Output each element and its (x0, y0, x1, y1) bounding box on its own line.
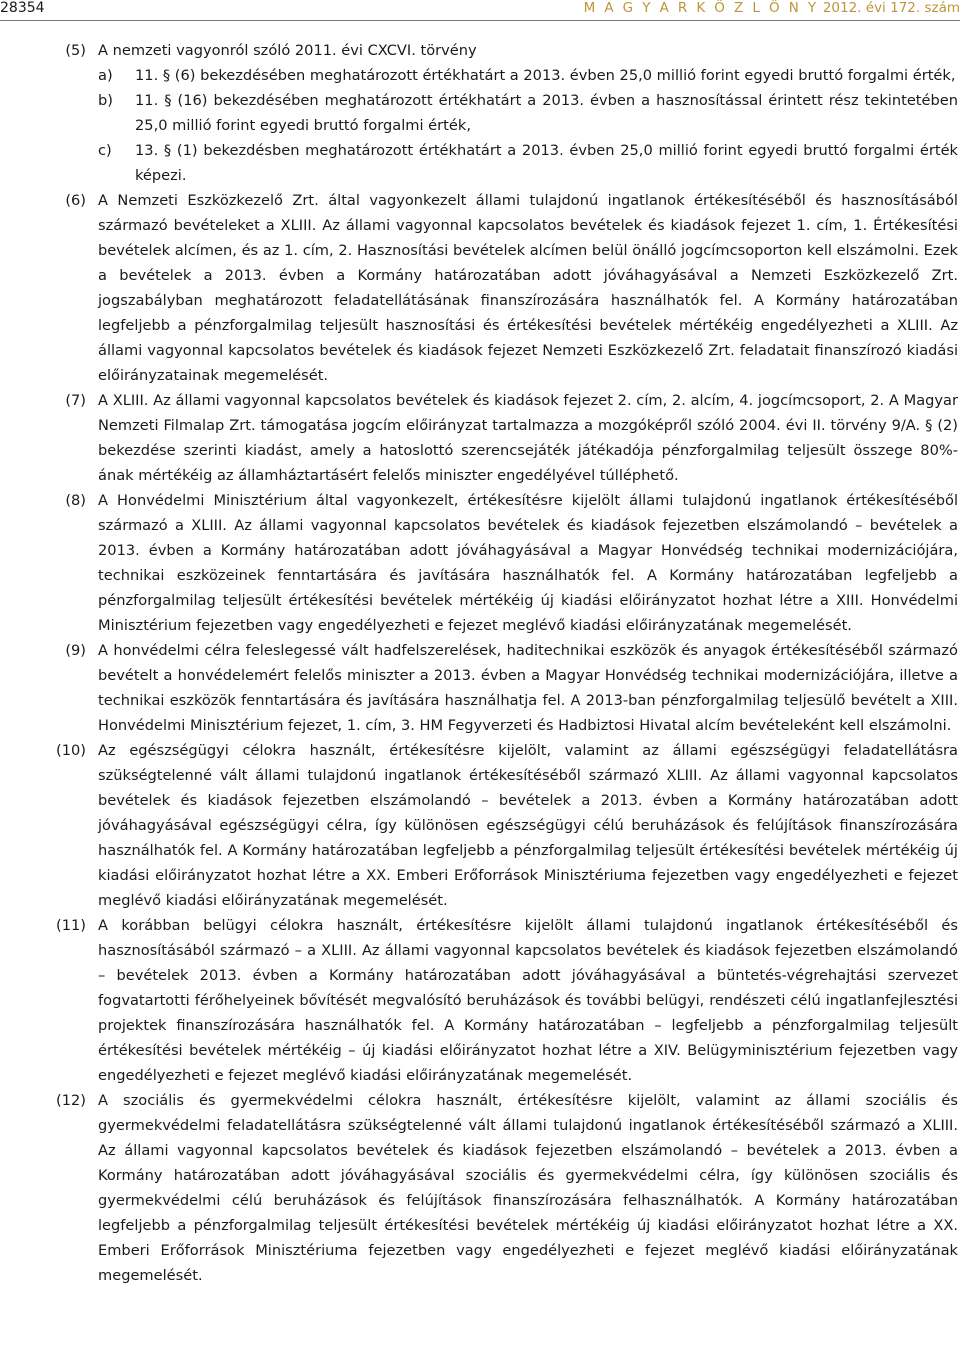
paragraph-number: (7) (65, 392, 86, 409)
item-letter: c) (98, 142, 112, 159)
paragraph-5 (0, 38, 958, 63)
journal-title (584, 0, 960, 18)
paragraph-text: A korábban belügyi célokra használt, értékesítésre kijelölt állami tulajdonú ingatlanok értékesítéséből és hasznosításából származó – a XLIII. Az állami vagyonnal kapcsolatos bevételek és kiadások fejezetben elszámolandó – bevételek 2013. évben a Kormány határozatában adott jóváhagyásával a büntetés-végrehajtási szervezet fogvatartotti férőhelyeinek bővítését megvalósító beruházások és további belügyi, rendészeti célú ingatlanfejlesztési projektek finanszírozására használhatók fel. A Kormány határozatában – legfeljebb a pénzforgalmilag teljesült értékesítési bevételek mértékéig – új kiadási előirányzatot hozhat létre a XIV. Belügyminisztérium fejezetben vagy engedélyezheti e fejezet meglévő kiadási előirányzatának megemelését. (98, 917, 958, 1084)
list-item-c (98, 138, 958, 188)
journal-issue: 2012. évi 172. szám (822, 0, 960, 16)
paragraph-text: A nemzeti vagyonról szóló 2011. évi CXCVI. törvény (98, 42, 477, 59)
list-item-b (98, 88, 958, 138)
paragraph-number: (5) (65, 42, 86, 59)
list-item-a (98, 63, 958, 88)
paragraph-text: A honvédelmi célra feleslegessé vált hadfelszerelések, haditechnikai eszközök és anyagok értékesítéséből származó bevételt a honvédelemért felelős miniszter a 2013. évben a Magyar Honvédség technikai modernizációjára, illetve a technikai eszközök fenntartására és javítására használhatja fel. A 2013-ban pénzforgalmilag teljesülő bevételt a XIII. Honvédelmi Minisztérium fejezet, 1. cím, 3. HM Fegyverzeti és Hadbiztosi Hivatal alcím bevételeként kell elszámolni. (98, 642, 958, 734)
item-text: 11. § (16) bekezdésében meghatározott értékhatárt a 2013. évben a hasznosítással érintett rész tekintetében 25,0 millió forint egyedi bruttó forgalmi érték, (135, 92, 958, 134)
paragraph-12 (0, 1088, 958, 1288)
paragraph-6 (0, 188, 958, 388)
header-rule (0, 20, 960, 21)
paragraph-number: (8) (65, 492, 86, 509)
paragraph-10 (0, 738, 958, 913)
paragraph-text: A szociális és gyermekvédelmi célokra használt, értékesítésre kijelölt, valamint az állami szociális és gyermekvédelmi feladatellátásra szükségtelenné vált állami tulajdonú ingatlanok értékesítéséből származó a XLIII. Az állami vagyonnal kapcsolatos bevételek és kiadások fejezetben elszámolandó – bevételek a 2013. évben a Kormány határozatában adott jóváhagyásával szociális és gyermekvédelmi célra, így különösen szociális és gyermekvédelmi célú beruházások és felújítások finanszírozására felhasználhatók. A Kormány határozatában legfeljebb a pénzforgalmilag teljesült értékesítési bevételek mértékéig új kiadási előirányzatot hozhat létre a XX. Emberi Erőforrások Minisztériuma fejezetben vagy engedélyezheti e fejezet meglévő kiadási előirányzatának megemelését. (98, 1092, 958, 1284)
paragraph-text: A Nemzeti Eszközkezelő Zrt. által vagyonkezelt állami tulajdonú ingatlanok értékesítéséből és hasznosításából származó bevételeket a XLIII. Az állami vagyonnal kapcsolatos bevételek és kiadások fejezet 1. cím, 1. Értékesítési bevételek alcímen, és az 1. cím, 2. Hasznosítási bevételek alcímen belül önálló jogcímcsoporton kell elszámolni. Ezek a bevételek a 2013. évben a Kormány határozatában adott jóváhagyásával a Nemzeti Eszközkezelő Zrt. jogszabályban meghatározott feladatellátásának finanszírozására használhatók fel. A Kormány határozatában legfeljebb a pénzforgalmilag teljesült hasznosítási és értékesítési bevételek mértékéig engedélyezheti a XLIII. Az állami vagyonnal kapcsolatos bevételek és kiadások fejezet Nemzeti Eszközkezelő Zrt. feladatait finanszírozó kiadási előirányzatainak megemelését. (98, 192, 958, 384)
paragraph-9 (0, 638, 958, 738)
paragraph-7 (0, 388, 958, 488)
paragraph-text: A XLIII. Az állami vagyonnal kapcsolatos bevételek és kiadások fejezet 2. cím, 2. alcím, 4. jogcímcsoport, 2. A Magyar Nemzeti Filmalap Zrt. támogatása jogcím előirányzat tartalmazza a mozgóképről szóló 2004. évi II. törvény 9/A. § (2) bekezdése szerinti kiadást, amely a hatoslottó szerencsejáték játékadója pénzforgalmilag teljesült összege 80%-ának mértékéig az államháztartásért felelős miniszter engedélyével túlléphető. (98, 392, 958, 484)
page-number: 28354 (0, 0, 45, 16)
paragraph-11 (0, 913, 958, 1088)
paragraph-number: (6) (65, 192, 86, 209)
page-header (0, 0, 960, 22)
document-body (0, 38, 958, 1288)
item-letter: a) (98, 67, 113, 84)
item-text: 11. § (6) bekezdésében meghatározott értékhatárt a 2013. évben 25,0 millió forint egyedi bruttó forgalmi érték, (135, 67, 956, 84)
paragraph-number: (11) (56, 917, 86, 934)
journal-name: M A G Y A R K Ö Z L Ö N Y (583, 0, 819, 16)
paragraph-8 (0, 488, 958, 638)
paragraph-number: (10) (56, 742, 86, 759)
paragraph-number: (9) (65, 642, 86, 659)
paragraph-text: A Honvédelmi Minisztérium által vagyonkezelt, értékesítésre kijelölt állami tulajdonú ingatlanok értékesítéséből származó a XLIII. Az állami vagyonnal kapcsolatos bevételek és kiadások fejezetben elszámolandó – bevételek a 2013. évben a Kormány határozatában adott jóváhagyásával a Magyar Honvédség technikai modernizációjára, technikai eszközeinek fenntartására és javítására használhatók fel. A Kormány határozatában legfeljebb a pénzforgalmilag teljesült értékesítési bevételek mértékéig új kiadási előirányzatot hozhat létre a XIII. Honvédelmi Minisztérium fejezetben vagy engedélyezheti e fejezet meglévő kiadási előirányzatának megemelését. (98, 492, 958, 634)
item-letter: b) (98, 92, 113, 109)
item-text: 13. § (1) bekezdésben meghatározott értékhatárt a 2013. évben 25,0 millió forint egyedi bruttó forgalmi érték képezi. (135, 142, 958, 184)
paragraph-number: (12) (56, 1092, 86, 1109)
paragraph-text: Az egészségügyi célokra használt, értékesítésre kijelölt, valamint az állami egészségügyi feladatellátásra szükségtelenné vált állami tulajdonú ingatlanok értékesítéséből származó XLIII. Az állami vagyonnal kapcsolatos bevételek és kiadások fejezetben elszámolandó – bevételek a 2013. évben a Kormány határozatában adott jóváhagyásával egészségügyi célra, így különösen egészségügyi célú beruházások és felújítások finanszírozására használhatók fel. A Kormány határozatában legfeljebb a pénzforgalmilag teljesült értékesítési bevételek mértékéig új kiadási előirányzatot hozhat létre a XX. Emberi Erőforrások Minisztériuma fejezetben vagy engedélyezheti e fejezet meglévő kiadási előirányzatának megemelését. (98, 742, 958, 909)
